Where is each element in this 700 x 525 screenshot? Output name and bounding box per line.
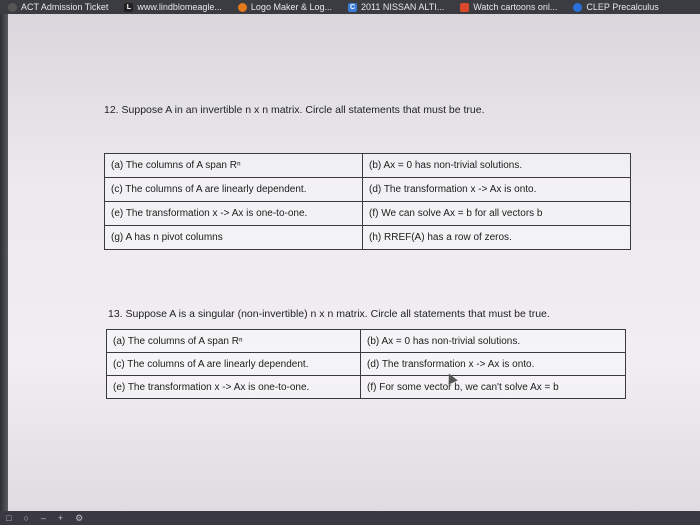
taskbar xyxy=(0,511,700,525)
q12-option-d[interactable]: (d) The transformation x -> Ax is onto. xyxy=(363,178,631,202)
table-row xyxy=(105,226,631,250)
bookmarks-bar xyxy=(0,0,700,14)
q13-option-a[interactable]: (a) The columns of A span Rⁿ xyxy=(107,330,361,353)
bookmark-act[interactable] xyxy=(8,2,108,12)
q12-option-a[interactable]: (a) The columns of A span Rⁿ xyxy=(105,154,363,178)
search-icon[interactable]: ○ xyxy=(23,513,29,523)
document-page xyxy=(0,14,700,511)
table-row xyxy=(105,154,631,178)
q12-option-e[interactable]: (e) The transformation x -> Ax is one-to-one. xyxy=(105,202,363,226)
gear-icon[interactable]: ⚙ xyxy=(75,512,84,523)
clep-icon xyxy=(573,3,582,12)
bookmark-label: www.lindblomeagle... xyxy=(137,2,222,12)
bookmark-label: ACT Admission Ticket xyxy=(21,2,109,12)
q13-option-d[interactable]: (d) The transformation x -> Ax is onto. xyxy=(361,353,626,376)
bookmark-nissan[interactable] xyxy=(348,2,444,12)
table-row xyxy=(105,178,631,202)
table-row xyxy=(107,353,626,376)
q12-option-f[interactable]: (f) We can solve Ax = b for all vectors b xyxy=(363,202,631,226)
monitor-bezel xyxy=(0,14,8,511)
swirl-icon xyxy=(238,3,247,12)
bookmark-label: 2011 NISSAN ALTI... xyxy=(360,2,445,12)
q12-option-h[interactable]: (h) RREF(A) has a row of zeros. xyxy=(363,226,631,250)
q13-option-e[interactable]: (e) The transformation x -> Ax is one-to-one. xyxy=(107,376,361,399)
bookmark-lindblom[interactable] xyxy=(124,2,222,12)
q12-table xyxy=(104,153,631,250)
q13-prompt: 13. Suppose A is a singular (non-invertible) n x n matrix. Circle all statements that must be true. xyxy=(108,308,550,320)
q12-option-g[interactable]: (g) A has n pivot columns xyxy=(105,226,363,250)
window-icon[interactable]: □ xyxy=(6,513,12,523)
c-icon: C xyxy=(349,3,356,11)
bookmark-clep[interactable] xyxy=(573,2,658,12)
q13-table xyxy=(106,329,626,399)
bookmark-label: Watch cartoons onl... xyxy=(473,2,558,12)
q13-option-b[interactable]: (b) Ax = 0 has non-trivial solutions. xyxy=(361,330,626,353)
table-row xyxy=(105,202,631,226)
plus-icon[interactable]: + xyxy=(57,513,64,523)
table-row xyxy=(107,376,626,399)
q12-prompt: 12. Suppose A in an invertible n x n matrix. Circle all statements that must be true. xyxy=(104,104,485,116)
q13-option-c[interactable]: (c) The columns of A are linearly dependent. xyxy=(107,353,361,376)
cartoon-icon xyxy=(460,3,469,12)
q12-option-b[interactable]: (b) Ax = 0 has non-trivial solutions. xyxy=(363,154,631,178)
lb-icon: L xyxy=(124,3,133,12)
q12-option-c[interactable]: (c) The columns of A are linearly dependent. xyxy=(105,178,363,202)
minus-icon[interactable]: – xyxy=(40,513,46,523)
table-row xyxy=(107,330,626,353)
bookmark-label: Logo Maker & Log... xyxy=(250,2,332,12)
bookmark-logo-maker[interactable] xyxy=(238,2,332,12)
q13-option-f[interactable]: (f) For some vector b, we can't solve Ax = b xyxy=(361,376,626,399)
bookmark-label: CLEP Precalculus xyxy=(586,2,659,12)
circle-icon xyxy=(8,3,17,12)
bookmark-cartoons[interactable] xyxy=(460,2,557,12)
